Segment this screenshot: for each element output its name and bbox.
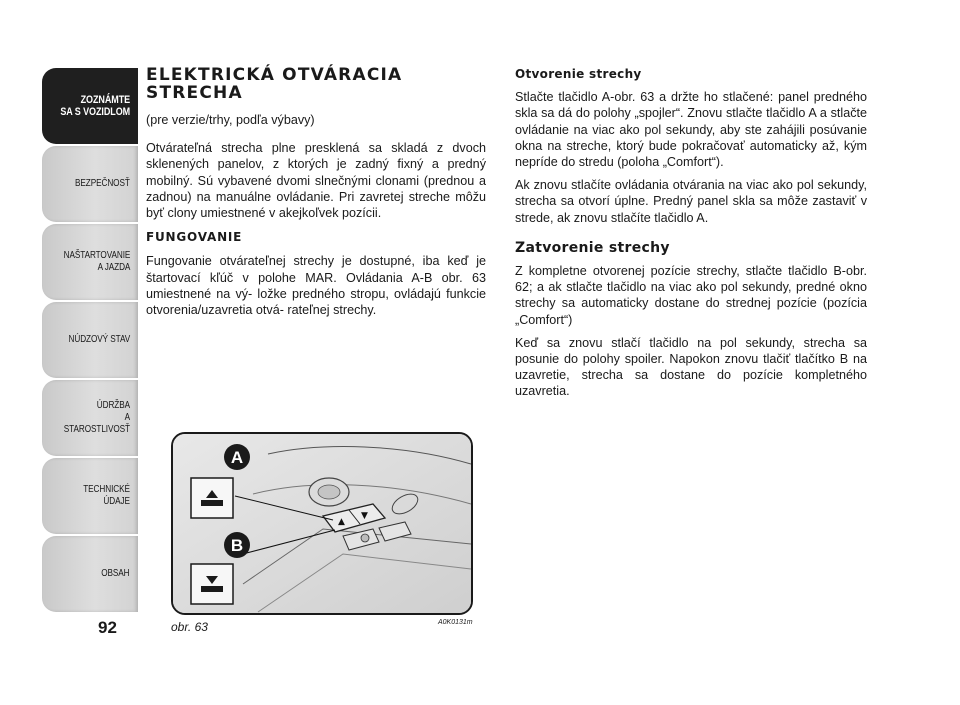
- section-paragraph: Fungovanie otvárateľnej strechy je dostupné, iba keď je štartovací kľúč v polohe MAR. Ovládania A-B obr. 63 umiestnené na vý- ložke predného stropu, ovládajú funkcie otvorenia/uzavretia otvá- rateľnej strechy.: [146, 254, 486, 318]
- tab-bezpecnost[interactable]: [42, 146, 138, 222]
- tab-nastartovanie[interactable]: [42, 224, 138, 300]
- tab-obsah[interactable]: [42, 536, 138, 612]
- paragraph-close-1: Z kompletne otvorenej pozície strechy, stlačte tlačidlo B-obr. 62; a ak stlačte tlačidlo na viac ako pol sekundy, predné okno strechy sa automaticky dostane do strednej pozície (pozícia „Comfort“): [515, 264, 867, 327]
- svg-text:▼: ▼: [361, 511, 368, 521]
- tab-label: TECHNICKÉ ÚDAJE: [83, 484, 130, 507]
- figure-code: A0K0131m: [438, 619, 473, 626]
- heading-close-roof: Zatvorenie strechy: [515, 239, 670, 256]
- tab-label: NAŠTARTOVANIE A JAZDA: [63, 250, 130, 273]
- heading-open-roof: Otvorenie strechy: [515, 67, 642, 81]
- page-title: ELEKTRICKÁ OTVÁRACIA STRECHA: [146, 65, 403, 103]
- section-heading: FUNGOVANIE: [146, 230, 243, 245]
- left-column: [146, 66, 486, 325]
- right-column: [515, 66, 867, 407]
- figure-63: [171, 432, 473, 615]
- tab-label: NÚDZOVÝ STAV: [68, 334, 130, 345]
- paragraph-open-2: Ak znovu stlačíte ovládania otvárania na viac ako pol sekundy, strecha sa otvorí úplne. Predný panel skla sa môže zastaviť v strede, ak znovu stlačíte tlačidlo A.: [515, 178, 867, 225]
- intro-paragraph: Otvárateľná strecha plne presklená sa skladá z dvoch sklenených panelov, z ktorých je zadný fixný a predný mobilný. Sú vybavené dvomi slnečnými clonami (prednou a zadnou) na manuálne ovládanie. Pri zavretej streche môžu byť clony umiestnené v akejkoľvek pozícii.: [146, 141, 486, 221]
- tab-nudzovy-stav[interactable]: [42, 302, 138, 378]
- tab-zoznamte-sa[interactable]: [42, 68, 138, 144]
- tab-label: BEZPEČNOSŤ: [75, 178, 130, 189]
- tab-technicke-udaje[interactable]: [42, 458, 138, 534]
- paragraph-open-1: Stlačte tlačidlo A-obr. 63 a držte ho stlačené: panel predného skla sa dá do polohy „spojler“. Znovu stlačte tlačidlo A a stlačte ovládanie na viac ako pol sekundy, aby ste zahájili posúvanie okna na streche, ktorý bude pokračovať automaticky až, kým nepríde do stredu (poloha „Comfort“).: [515, 90, 867, 170]
- roof-control-illustration: [173, 434, 471, 613]
- tab-label: OBSAH: [101, 568, 130, 579]
- label-a: A: [230, 448, 244, 467]
- tab-label: ZOZNÁMTE SA S VOZIDLOM: [60, 94, 130, 118]
- tab-label: ÚDRŽBA A STAROSTLIVOSŤ: [63, 400, 130, 435]
- subtitle: (pre verzie/trhy, podľa výbavy): [146, 113, 315, 127]
- page-number: 92: [98, 618, 117, 637]
- svg-text:▲: ▲: [338, 517, 345, 527]
- label-b: B: [230, 536, 244, 555]
- figure-caption: obr. 63: [171, 620, 208, 634]
- paragraph-close-2: Keď sa znovu stlačí tlačidlo na pol sekundy, strecha sa posunie do polohy spoiler. Napokon znovu tlačiť tlačítko B na uzavretie, strecha sa dostane do pozície kompletného uzavretia.: [515, 335, 867, 399]
- tab-udrzba[interactable]: [42, 380, 138, 456]
